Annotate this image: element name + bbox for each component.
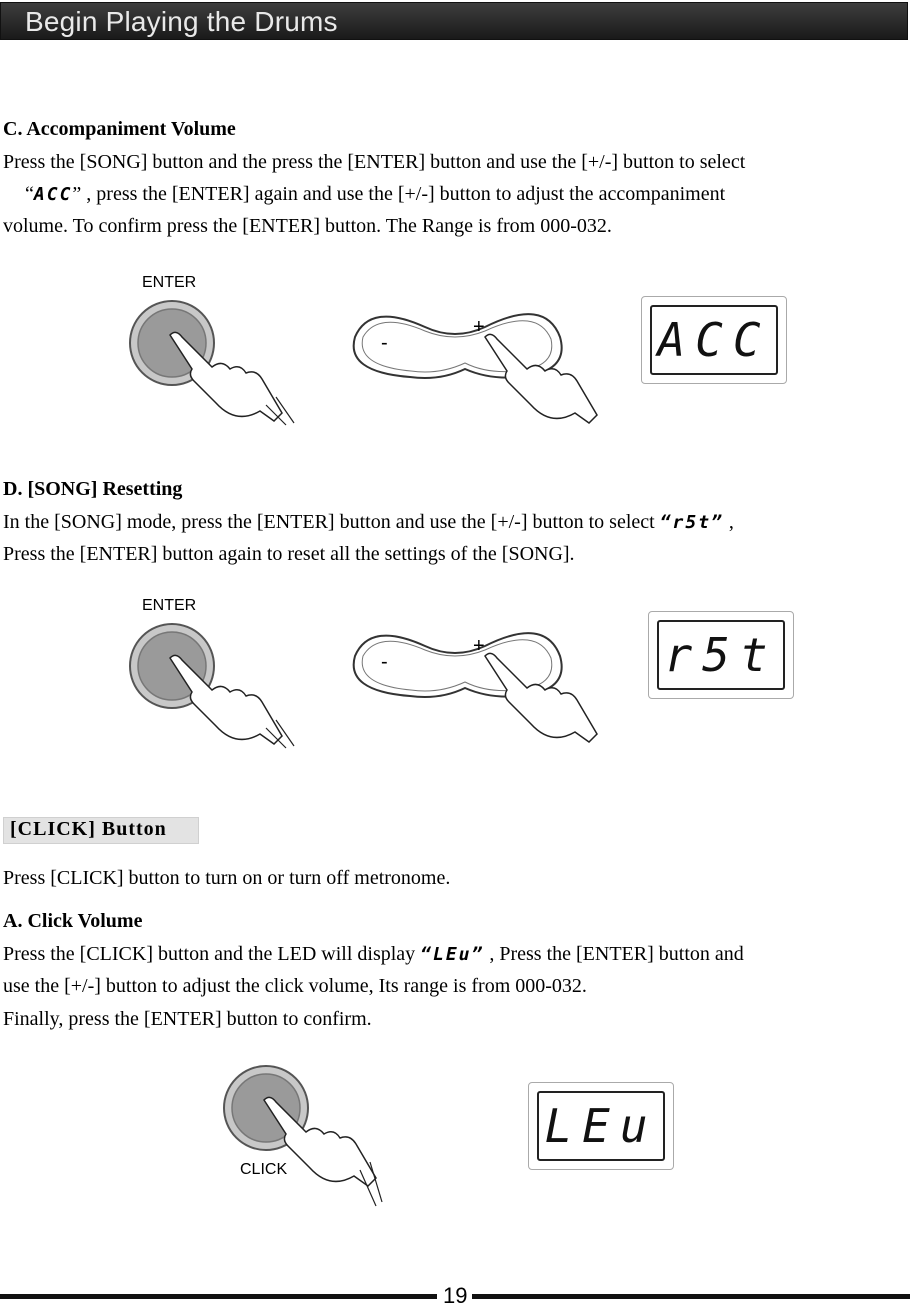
section-a-heading: A. Click Volume (3, 910, 143, 932)
plus-sign: + (473, 635, 485, 657)
enter-label: ENTER (142, 274, 197, 291)
quote-open: “ (25, 183, 34, 205)
section-c-heading: C. Accompaniment Volume (3, 118, 236, 140)
quote-close: ” (72, 183, 82, 205)
section-d-line-2: Press the [ENTER] button again to reset all the settings of the [SONG]. (3, 543, 575, 565)
segment-text-acc: ACC (33, 184, 73, 205)
minus-sign: - (381, 332, 388, 354)
lcd-display-leu (528, 1082, 674, 1170)
footer-rule-right (472, 1294, 910, 1299)
footer-rule-left (0, 1294, 437, 1299)
section-c-line-3: volume. To confirm press the [ENTER] button. The Range is from 000-032. (3, 215, 612, 237)
section-a-line-1-pre: Press the [CLICK] button and the LED will display (3, 943, 421, 965)
click-intro: Press [CLICK] button to turn on or turn off metronome. (3, 867, 451, 889)
lcd-display-rst (648, 611, 794, 699)
lcd-readout: ACC (657, 313, 771, 367)
segment-text-leu: “LEu” (420, 944, 485, 965)
section-d-line-1 (3, 506, 734, 539)
page-number: 19 (443, 1283, 468, 1308)
lcd-readout: r5t (664, 628, 778, 682)
section-a-line-2: use the [+/-] button to adjust the click volume, Its range is from 000-032. (3, 975, 587, 997)
segment-text-rst: “r5t” (659, 512, 724, 533)
section-c-line-2 (3, 178, 725, 211)
section-d-line-1-pre: In the [SONG] mode, press the [ENTER] button and use the [+/-] button to select (3, 511, 660, 533)
enter-pad-press-illustration (126, 620, 306, 755)
click-pad-press-illustration (220, 1062, 400, 1212)
section-a-line-3: Finally, press the [ENTER] button to confirm. (3, 1008, 372, 1030)
click-button-heading (3, 817, 199, 844)
section-c-line-1: Press the [SONG] button and the press the [ENTER] button and use the [+/-] button to select (3, 151, 746, 173)
section-a-line-1-post: , Press the [ENTER] button and (484, 943, 744, 965)
click-button-heading-text: [CLICK] Button (10, 818, 167, 840)
section-a-line-1 (3, 938, 744, 971)
section-d-heading: D. [SONG] Resetting (3, 478, 183, 500)
plus-minus-pad-illustration (335, 297, 615, 437)
plus-sign: + (473, 316, 485, 338)
enter-pad-press-illustration (126, 297, 306, 432)
click-label: CLICK (240, 1161, 288, 1178)
enter-label: ENTER (142, 597, 197, 614)
lcd-readout: LEu (544, 1099, 658, 1153)
section-d-line-1-post: , (723, 511, 734, 533)
minus-sign: - (381, 651, 388, 673)
section-c-line-2-rest: , press the [ENTER] again and use the [+/-] button to adjust the accompaniment (81, 183, 726, 205)
header-bar (0, 2, 908, 40)
page-title: Begin Playing the Drums (25, 6, 338, 37)
lcd-display-acc (641, 296, 787, 384)
plus-minus-pad-illustration (335, 616, 615, 756)
